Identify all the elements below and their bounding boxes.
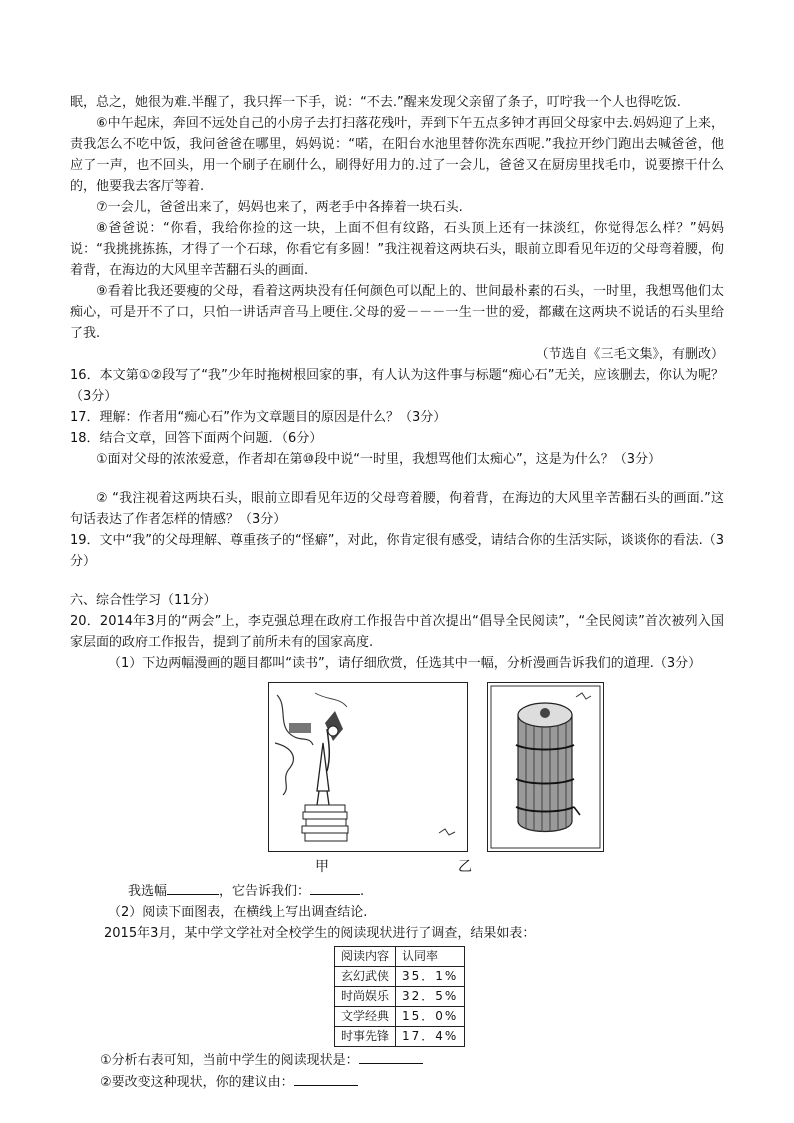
conclusion-2-blank[interactable] bbox=[294, 1071, 358, 1086]
story-paragraph-9: ⑨看着比我还要瘦的父母，看着这两块没有任何颜色可以配上的、世间最朴素的石头，一时里，我想骂他们太痴心，可是开不了口，只怕一讲话声音马上哽住.父母的爱－－－一生一世的爱，都藏在这两块不说话的石头里给了我. bbox=[70, 284, 724, 341]
cartoon-b-drawing bbox=[488, 683, 603, 851]
cartoon-b bbox=[487, 682, 604, 852]
table-cell: 32．5% bbox=[396, 987, 465, 1007]
question-16: 16．本文第①②段写了“我”少年时拖树根回家的事，有人认为这件事与标题“痴心石”无关，应该删去，你认为呢？（3分） bbox=[70, 368, 724, 404]
conclusion-line-2 bbox=[70, 1071, 724, 1093]
question-17: 17．理解：作者用“痴心石”作为文章题目的原因是什么？（3分） bbox=[70, 410, 447, 425]
answer-end: . bbox=[360, 884, 365, 899]
table-cell: 15．0% bbox=[396, 1007, 465, 1027]
conclusion-1-blank[interactable] bbox=[359, 1049, 423, 1064]
table-header: 认同率 bbox=[396, 947, 465, 967]
table-cell: 文学经典 bbox=[335, 1007, 396, 1027]
question-19: 19．文中“我”的父母理解、尊重孩子的“怪癖”，对此，你肯定很有感受，请结合你的生活实际，谈谈你的看法.（3分） bbox=[70, 533, 724, 569]
story-paragraph-7: ⑦一会儿，爸爸出来了，妈妈也来了，两老手中各捧着一块石头. bbox=[96, 200, 463, 215]
table-cell: 17．4% bbox=[396, 1027, 465, 1047]
cartoon-a-label: 甲 bbox=[315, 859, 329, 875]
section-6-heading: 六、综合性学习（11分） bbox=[70, 593, 217, 608]
table-row bbox=[335, 1027, 465, 1047]
cartoon-figures bbox=[70, 682, 724, 878]
story-paragraph-6: ⑥中午起床，奔回不远处自己的小房子去打扫落花残叶，弄到下午五点多钟才再回父母家中去.妈妈迎了上来，责我怎么不吃中饭，我问爸爸在哪里，妈妈说：“喏，在阳台水池里替你洗东西呢.”我拉开纱门跑出去喊爸爸，他应了一声，也不回头，用一个刷子在刷什么，刷得好用力的.过了一会儿，爸爸又在厨房里找毛巾，说要擦干什么的，他要我去客厅等着. bbox=[70, 116, 724, 194]
table-header: 阅读内容 bbox=[335, 947, 396, 967]
answer-line-1 bbox=[70, 880, 724, 902]
source-note: （节选自《三毛文集》，有删改） bbox=[535, 347, 724, 362]
table-cell: 35．1% bbox=[396, 967, 465, 987]
question-18-part-1: ①面对父母的浓浓爱意，作者却在第⑩段中说“一时里，我想骂他们太痴心”，这是为什么？（3分） bbox=[96, 452, 662, 467]
answer-prefix: 我选幅 bbox=[128, 884, 168, 899]
table-row bbox=[335, 1007, 465, 1027]
meaning-blank[interactable] bbox=[310, 880, 360, 895]
table-header-row bbox=[335, 947, 465, 967]
table-cell: 时事先锋 bbox=[335, 1027, 396, 1047]
survey-table bbox=[334, 946, 465, 1047]
story-paragraph-5-continued: 眠，总之，她很为难.半醒了，我只挥一下手，说：“不去.”醒来发现父亲留了条子，叮咛我一个人也得吃饭. bbox=[70, 95, 681, 110]
cartoon-a-drawing bbox=[269, 683, 467, 851]
question-20-part-2: （2）阅读下面图表，在横线上写出调查结论. bbox=[108, 905, 368, 920]
question-18-part-2: ② “我注视着这两块石头，眼前立即看见年迈的父母弯着腰，佝着背，在海边的大风里辛苦翻石头的画面.”这句话表达了作者怎样的情感？（3分） bbox=[70, 491, 724, 527]
section-gap bbox=[70, 572, 724, 590]
answer-middle: ，它告诉我们： bbox=[219, 884, 311, 899]
table-cell: 时尚娱乐 bbox=[335, 987, 396, 1007]
question-18: 18．结合文章，回答下面两个问题．（6分） bbox=[70, 431, 323, 446]
table-row bbox=[335, 967, 465, 987]
answer-space bbox=[70, 470, 724, 488]
cartoon-b-label: 乙 bbox=[458, 859, 472, 875]
cartoon-a bbox=[268, 682, 468, 852]
conclusion-1-label: ①分析右表可知，当前中学生的阅读现状是： bbox=[100, 1053, 359, 1068]
story-paragraph-8: ⑧爸爸说：“你看，我给你捡的这一块，上面不但有纹路，石头顶上还有一抹淡红，你觉得怎么样？”妈妈说：“我挑挑拣拣，才得了一个石球，你看它有多圆！”我注视着这两块石头，眼前立即看见年迈的父母弯着腰，佝着背，在海边的大风里辛苦翻石头的画面. bbox=[70, 221, 724, 278]
question-20: 20．2014年3月的“两会”上，李克强总理在政府工作报告中首次提出“倡导全民阅读”，“全民阅读”首次被列入国家层面的政府工作报告，提到了前所未有的国家高度. bbox=[70, 614, 724, 650]
table-cell: 玄幻武侠 bbox=[335, 967, 396, 987]
choice-blank[interactable] bbox=[167, 880, 219, 895]
survey-intro: 2015年3月，某中学文学社对全校学生的阅读现状进行了调查，结果如表： bbox=[104, 926, 536, 941]
question-20-part-1: （1）下边两幅漫画的题目都叫“读书”，请仔细欣赏，任选其中一幅，分析漫画告诉我们的道理.（3分） bbox=[108, 656, 702, 671]
conclusion-2-label: ②要改变这种现状，你的建议由： bbox=[100, 1075, 294, 1090]
conclusion-line-1 bbox=[70, 1049, 724, 1071]
exam-page bbox=[70, 92, 724, 1093]
table-row bbox=[335, 987, 465, 1007]
